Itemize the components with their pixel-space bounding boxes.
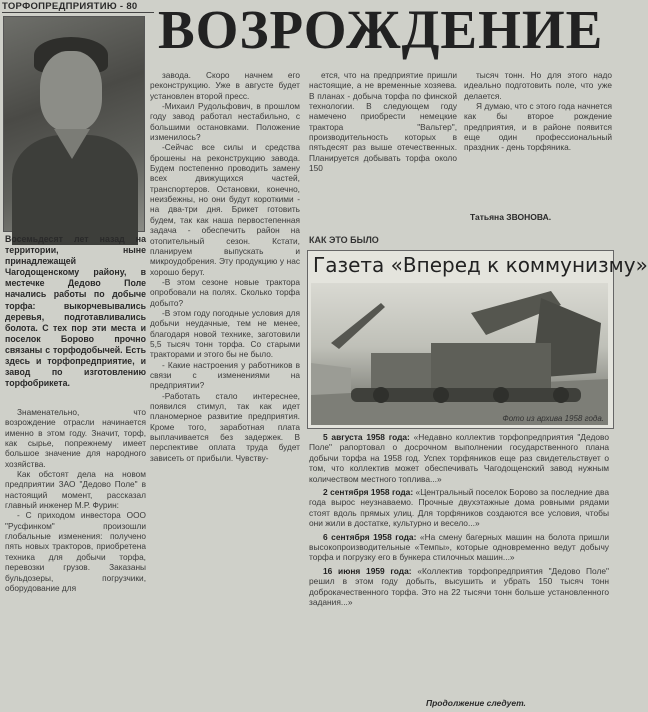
col4-paragraph: тысяч тонн. Но для этого надо идеально подготовить поле, что уже делается. (464, 70, 612, 101)
archive-box (307, 250, 648, 429)
chronicle-date: 5 августа 1958 года: (323, 432, 410, 442)
chronicle-text: «Центральный поселок Борово за последние два года вырос неузнаваемо. Прочные двухэтажные дома ровными рядами стоят вдоль прямых улиц. Для торфяников создаются все условия, чтобы они жили в достатке, культурно и весело...» (309, 487, 609, 529)
chronicle-text: «На смену багерных машин на болота пришли высокопроизводительные «Темпы», которые одновременно ведут добычу торфа и погрузку его в бункера стилочных машин...» (309, 531, 610, 563)
continued-note: Продолжение следует. (426, 698, 526, 708)
lead-paragraph: Восемьдесят лет назад на территории, ныне принадлежащей Чагодощенскому району, в местечке Дедово Поле начались работы по добыче торфа: выкорчевывались деревья, подготавливались болота. С тех пор эти места и поселок Борово прочно связаны с торфодобычей. Есть здесь и торфопредприятие, и завод по изготовлению торфобрикета. (5, 234, 146, 389)
col2-paragraph: - Какие настроения у работников в связи с изменениями на предприятии? (150, 359, 300, 391)
article-title: ВОЗРОЖДЕНИЕ (158, 0, 604, 60)
column-1 (5, 407, 146, 593)
rubric-divider (2, 12, 154, 13)
column-2 (150, 70, 300, 463)
col2-paragraph: -Михаил Рудольфович, в прошлом году завод работал нестабильно, с большими остановками. Положение изменилось? (150, 101, 300, 143)
column-4 (464, 70, 612, 153)
chronicle-entry (309, 566, 609, 608)
chronicle-entry (309, 432, 609, 484)
col2-paragraph: завода. Скоро начнем его реконструкцию. Уже в августе будет установлен второй пресс. (150, 70, 300, 101)
chronicle-date: 16 июня 1959 года: (323, 565, 412, 576)
col1-paragraph: - С приходом инвестора ООО "Русфинком" произошли глобальные изменения: получено пять новых тракторов, приобретена техника для добычи торфа, перевозки грузов. Заказаны бульдозеры, погрузчики, оборудование для (5, 510, 146, 593)
col2-paragraph: -Работать стало интереснее, появился стимул, так как идет планомерное развитие предприятия. Кроме того, заработная плата выплачивается без задержек. В перспективе оплата труда будет зависеть от прибыли. Чувству- (150, 390, 300, 463)
col1-paragraph: Как обстоят дела на новом предприятии ЗАО "Дедово Поле" в настоящий момент, рассказал главный инженер М.Р. Фурин: (5, 469, 146, 511)
chronicle-text: «Недавно коллектив торфопредприятия "Дедово Поле" рапортовал о досрочном выполнении государственного плана добычи торфа на 1958 год. Успех торфяников еще раз свидетельствует о том, что коллектив может обеспечивать Чагодощенский завод нужным количеством местного топлива...» (309, 432, 610, 484)
section-label: КАК ЭТО БЫЛО (309, 235, 379, 245)
chronicle-date: 2 сентября 1958 года: (323, 487, 414, 498)
chronicle-entry (309, 532, 609, 563)
col4-paragraph: Я думаю, что с этого года начнется как бы второе рождение предприятия, и в районе появится еще один профессиональный праздник - день торфяника. (464, 101, 612, 153)
archive-photo (311, 283, 608, 425)
author-signature: Татьяна ЗВОНОВА. (470, 212, 552, 222)
col3-paragraph: ется, что на предприятие пришли настоящие, а не временные хозяева. В планах - добыча торфа по финской технологии. В следующем году намечено приобрести немецкие трактора "Вальтер", производительность которых в пятьдесят раз выше отечественных. Планируется добывать торфа около 150 (309, 70, 457, 174)
rubric-label: ТОРФОПРЕДПРИЯТИЮ - 80 (2, 1, 138, 12)
col2-paragraph: -Сейчас все силы и средства брошены на реконструкцию завода. Будем постепенно проводить замену всех движущихся частей, транспортеров. Остановки, конечно, неизбежны, но они будут короткими - на два-три дня. Брикет готовить будем, так как наша первостепенная задача - обеспечить район на отопительный сезон. Кстати, планируем выпускать и микроудобрения. Эту продукцию у нас хорошо берут. (150, 142, 300, 277)
column-3 (309, 70, 457, 173)
col2-paragraph: -В этом году погодные условия для добычи неудачные, тем не менее, благодаря новой технике, заготовили 5,5 тысяч тонн торфа. Со старыми тракторами и этого бы не было. (150, 307, 300, 360)
chronicle-date: 6 сентября 1958 года: (323, 531, 417, 542)
photo-caption: Фото из архива 1958 года. (502, 414, 604, 423)
chronicle-entry (309, 487, 609, 529)
newspaper-title: Газета «Вперед к коммунизму» (313, 253, 648, 277)
col2-paragraph: -В этом сезоне новые трактора опробовали на полях. Сколько торфа добыто? (150, 276, 300, 308)
chronicle (309, 432, 609, 611)
portrait-photo (3, 16, 145, 232)
col1-paragraph: Знаменательно, что возрождение отрасли начинается именно в этом году. Значит, торф, как сырье, попрежнему имеет большое значение для народного хозяйства. (5, 407, 146, 469)
chronicle-text: «Коллектив торфопредприятия "Дедово Поле" решил в этом году добыть, высушить и убрать 150 тысяч тонн доброкачественного торфа. Это на 22 тысячи тонн больше установленного задания...» (309, 565, 609, 608)
